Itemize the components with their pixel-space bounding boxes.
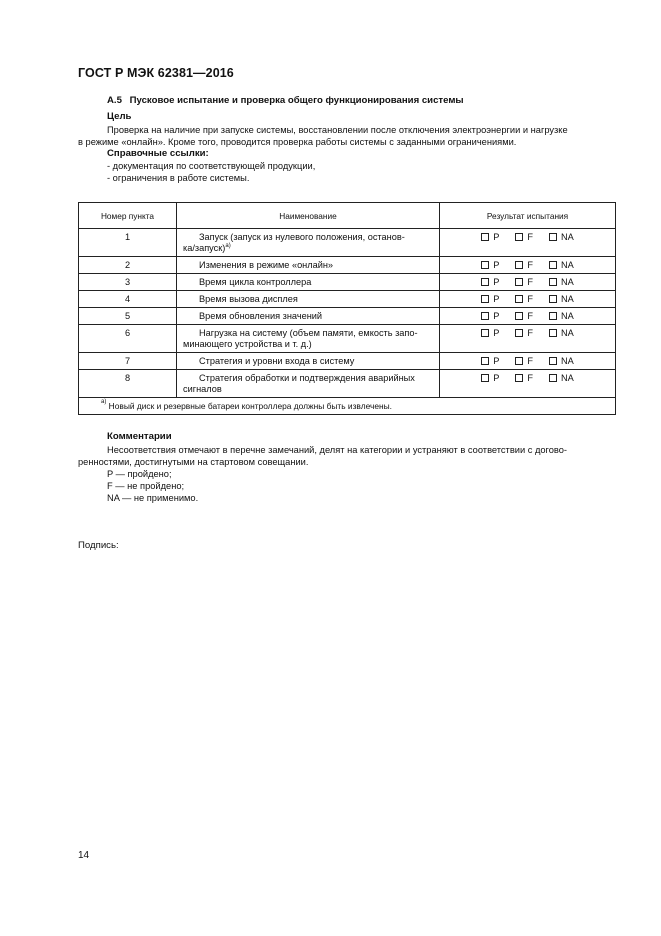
result-option-p[interactable] xyxy=(481,277,499,287)
item-name xyxy=(177,291,440,308)
result-option-label: NA xyxy=(561,232,574,242)
checkbox-icon[interactable] xyxy=(515,261,523,269)
item-number: 3 xyxy=(79,274,177,291)
result-option-label: NA xyxy=(561,277,574,287)
item-number: 2 xyxy=(79,257,177,274)
result-option-p[interactable] xyxy=(481,356,499,366)
item-name xyxy=(177,229,440,257)
table-footnote xyxy=(79,398,616,415)
item-result xyxy=(440,308,616,325)
item-name-line-1: Стратегия обработки и подтверждения аварийных xyxy=(199,373,415,383)
checkbox-icon[interactable] xyxy=(549,295,557,303)
checkbox-icon[interactable] xyxy=(549,329,557,337)
result-option-label: NA xyxy=(561,260,574,270)
result-option-p[interactable] xyxy=(481,260,499,270)
item-result xyxy=(440,353,616,370)
column-header-item-number: Номер пункта xyxy=(79,203,177,229)
item-name xyxy=(177,308,440,325)
result-option-na[interactable] xyxy=(549,311,574,321)
item-name xyxy=(177,325,440,353)
checkbox-icon[interactable] xyxy=(515,233,523,241)
result-option-label: F xyxy=(527,232,533,242)
checkbox-icon[interactable] xyxy=(481,374,489,382)
result-option-label: NA xyxy=(561,373,574,383)
result-option-label: NA xyxy=(561,294,574,304)
checkbox-icon[interactable] xyxy=(481,295,489,303)
legend-fail: F — не пройдено; xyxy=(107,481,185,491)
item-name-line-2-text: сигналов xyxy=(183,384,222,394)
item-name-line-2 xyxy=(183,384,433,395)
item-result xyxy=(440,370,616,398)
table-footnote-row xyxy=(79,398,616,415)
result-option-label: P xyxy=(493,260,500,270)
item-number: 4 xyxy=(79,291,177,308)
test-results-table xyxy=(78,202,616,415)
result-options xyxy=(440,356,615,366)
checkbox-icon[interactable] xyxy=(515,374,523,382)
table-row xyxy=(79,325,616,353)
result-option-na[interactable] xyxy=(549,294,574,304)
table-row xyxy=(79,291,616,308)
item-name xyxy=(177,274,440,291)
result-option-f[interactable] xyxy=(515,328,533,338)
footnote-reference: a) xyxy=(225,243,231,249)
checkbox-icon[interactable] xyxy=(515,329,523,337)
checkbox-icon[interactable] xyxy=(549,278,557,286)
comments-line-2: ренностями, достигнутыми на стартовом совещании. xyxy=(78,457,309,467)
item-name xyxy=(177,370,440,398)
item-number: 1 xyxy=(79,229,177,257)
table-row xyxy=(79,257,616,274)
item-name-line-1: Изменения в режиме «онлайн» xyxy=(199,260,334,270)
item-number: 7 xyxy=(79,353,177,370)
reference-item-2: - ограничения в работе системы. xyxy=(107,173,250,183)
result-option-p[interactable] xyxy=(481,294,499,304)
item-result xyxy=(440,229,616,257)
result-option-na[interactable] xyxy=(549,232,574,242)
table-row xyxy=(79,370,616,398)
checkbox-icon[interactable] xyxy=(481,329,489,337)
result-option-p[interactable] xyxy=(481,232,499,242)
item-name xyxy=(177,257,440,274)
goal-label: Цель xyxy=(107,111,132,122)
result-option-f[interactable] xyxy=(515,232,533,242)
checkbox-icon[interactable] xyxy=(481,278,489,286)
signature-label: Подпись: xyxy=(78,540,119,551)
item-name-line-1: Запуск (запуск из нулевого положения, останов- xyxy=(199,232,405,242)
comments-label: Комментарии xyxy=(107,431,172,442)
result-option-na[interactable] xyxy=(549,260,574,270)
result-option-label: P xyxy=(493,277,500,287)
result-option-label: F xyxy=(527,328,533,338)
result-option-f[interactable] xyxy=(515,356,533,366)
goal-line-2: в режиме «онлайн». Кроме того, проводится проверка работы системы с заданными ограничениями. xyxy=(78,137,517,147)
item-name-line-2 xyxy=(183,339,433,350)
checkbox-icon[interactable] xyxy=(515,295,523,303)
table-row xyxy=(79,353,616,370)
checkbox-icon[interactable] xyxy=(481,357,489,365)
item-name-line-2-text: минающего устройства и т. д.) xyxy=(183,339,312,349)
item-name-line-1: Время вызова дисплея xyxy=(199,294,298,304)
result-option-label: F xyxy=(527,277,533,287)
result-option-p[interactable] xyxy=(481,328,499,338)
item-result xyxy=(440,291,616,308)
result-options xyxy=(440,232,615,242)
checkbox-icon[interactable] xyxy=(515,278,523,286)
result-option-label: P xyxy=(493,356,500,366)
result-options xyxy=(440,260,615,270)
result-option-label: NA xyxy=(561,356,574,366)
checkbox-icon[interactable] xyxy=(549,312,557,320)
result-option-label: F xyxy=(527,356,533,366)
item-number: 6 xyxy=(79,325,177,353)
result-option-na[interactable] xyxy=(549,277,574,287)
result-option-f[interactable] xyxy=(515,311,533,321)
result-option-label: F xyxy=(527,373,533,383)
goal-line-1: Проверка на наличие при запуске системы, восстановлении после отключения электроэнергии и нагрузке xyxy=(107,125,568,135)
comments-line-1: Несоответствия отмечают в перечне замечаний, делят на категории и устраняют в соответствии с догово- xyxy=(107,445,568,455)
references-label: Справочные ссылки: xyxy=(107,148,209,159)
page-number: 14 xyxy=(78,850,90,861)
result-option-na[interactable] xyxy=(549,356,574,366)
result-option-na[interactable] xyxy=(549,328,574,338)
result-option-label: P xyxy=(493,311,500,321)
checkbox-icon[interactable] xyxy=(549,374,557,382)
result-option-p[interactable] xyxy=(481,311,499,321)
item-name-line-1: Стратегия и уровни входа в систему xyxy=(199,356,355,366)
checkbox-icon[interactable] xyxy=(549,233,557,241)
column-header-result: Результат испытания xyxy=(440,203,616,229)
item-name-line-1: Нагрузка на систему (объем памяти, емкость запо- xyxy=(199,328,418,338)
table-row xyxy=(79,274,616,291)
reference-item-1: - документация по соответствующей продукции, xyxy=(107,161,316,171)
item-name-line-1: Время обновления значений xyxy=(199,311,323,321)
legend-not-applicable: NA — не применимо. xyxy=(107,493,199,503)
column-header-name: Наименование xyxy=(177,203,440,229)
item-result xyxy=(440,325,616,353)
result-option-label: F xyxy=(527,294,533,304)
result-options xyxy=(440,328,615,338)
item-name-line-1: Время цикла контроллера xyxy=(199,277,312,287)
section-number: A.5 xyxy=(107,95,122,106)
result-option-f[interactable] xyxy=(515,294,533,304)
document-header: ГОСТ Р МЭК 62381—2016 xyxy=(78,66,234,80)
result-option-label: P xyxy=(493,232,500,242)
result-options xyxy=(440,277,615,287)
table-row xyxy=(79,229,616,257)
item-result xyxy=(440,274,616,291)
checkbox-icon[interactable] xyxy=(549,357,557,365)
item-result xyxy=(440,257,616,274)
result-option-na[interactable] xyxy=(549,373,574,383)
result-option-f[interactable] xyxy=(515,260,533,270)
checkbox-icon[interactable] xyxy=(481,261,489,269)
table-row xyxy=(79,308,616,325)
checkbox-icon[interactable] xyxy=(481,312,489,320)
footnote-text: Новый диск и резервные батареи контроллера должны быть извлечены. xyxy=(108,401,392,411)
section-heading xyxy=(107,95,464,106)
result-option-label: NA xyxy=(561,328,574,338)
result-option-label: P xyxy=(493,294,500,304)
checkbox-icon[interactable] xyxy=(515,312,523,320)
checkbox-icon[interactable] xyxy=(549,261,557,269)
result-options xyxy=(440,373,615,383)
checkbox-icon[interactable] xyxy=(515,357,523,365)
checkbox-icon[interactable] xyxy=(481,233,489,241)
result-option-label: F xyxy=(527,260,533,270)
result-options xyxy=(440,311,615,321)
table-header-row xyxy=(79,203,616,229)
item-name xyxy=(177,353,440,370)
result-option-p[interactable] xyxy=(481,373,499,383)
result-options xyxy=(440,294,615,304)
result-option-label: F xyxy=(527,311,533,321)
result-option-f[interactable] xyxy=(515,277,533,287)
footnote-mark: a) xyxy=(101,399,107,405)
item-name-line-2 xyxy=(183,243,433,254)
legend-pass: P — пройдено; xyxy=(107,469,172,479)
section-title: Пусковое испытание и проверка общего функционирования системы xyxy=(129,95,464,106)
result-option-label: NA xyxy=(561,311,574,321)
result-option-f[interactable] xyxy=(515,373,533,383)
item-name-line-2-text: ка/запуск) xyxy=(183,243,226,253)
result-option-label: P xyxy=(493,328,500,338)
item-number: 5 xyxy=(79,308,177,325)
result-option-label: P xyxy=(493,373,500,383)
item-number: 8 xyxy=(79,370,177,398)
